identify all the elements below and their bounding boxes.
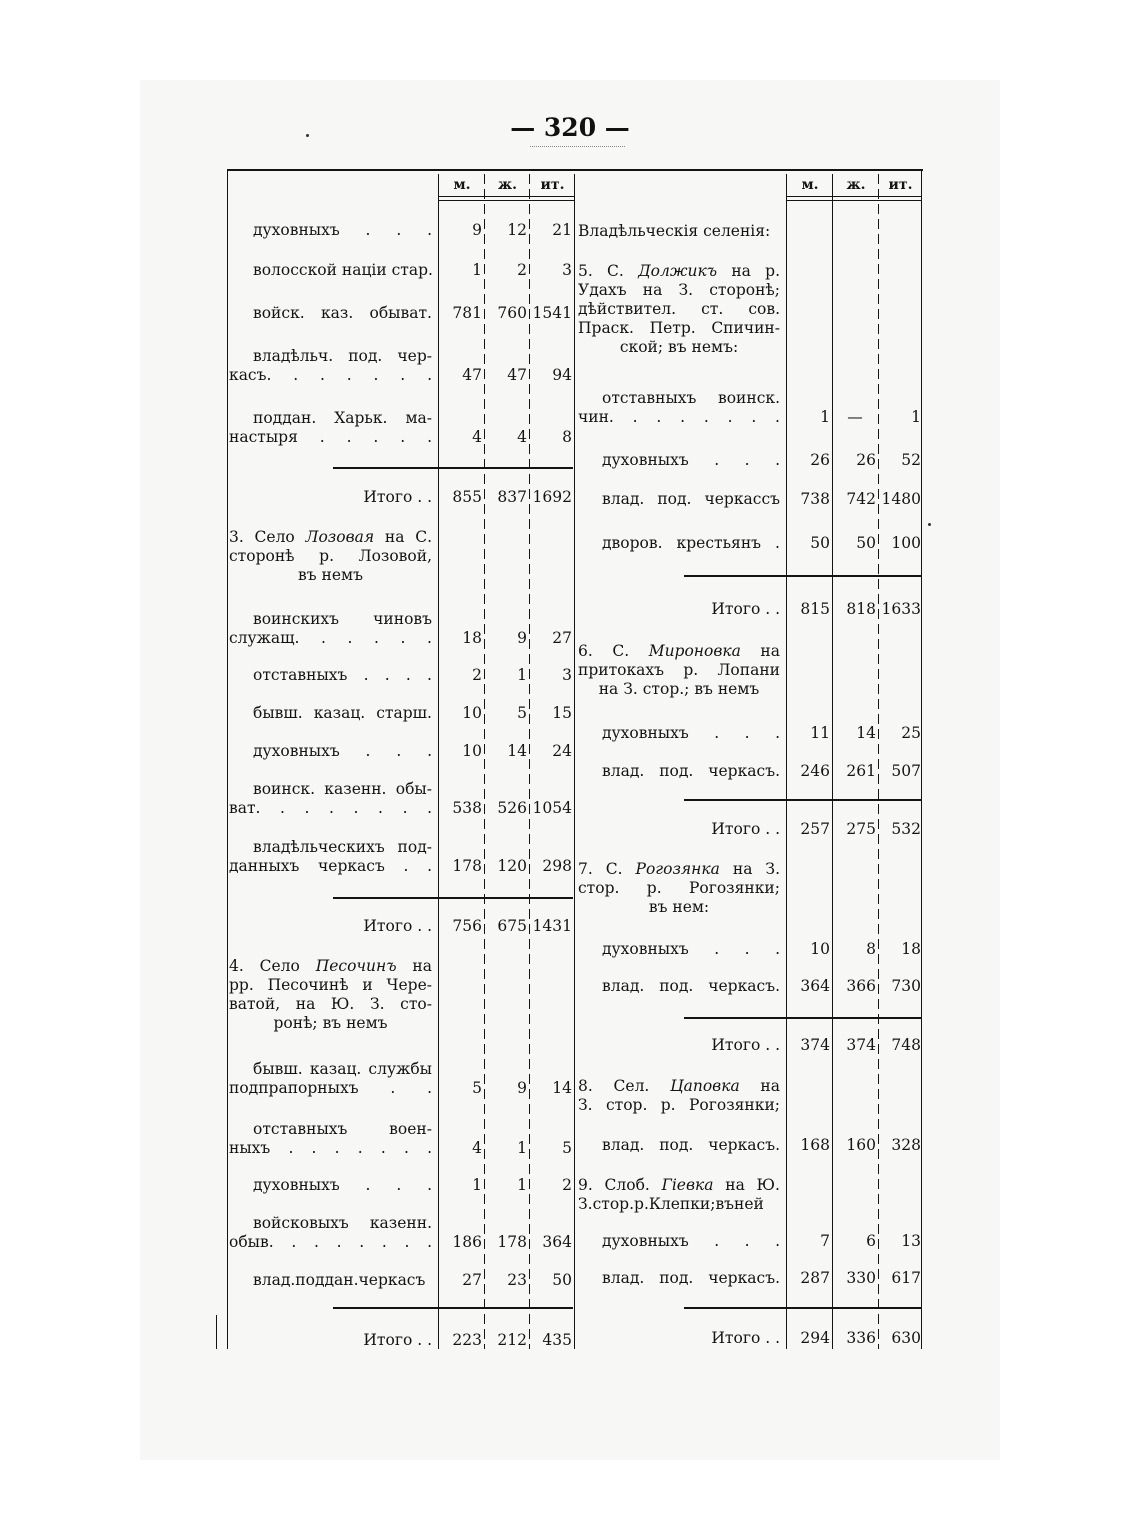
left-row-label bbox=[229, 610, 432, 648]
subtotal-rule bbox=[684, 575, 921, 577]
left-row-label-line: бывш. казац. службы bbox=[253, 1060, 432, 1078]
left-row-label-line: сторонѣ р. Лозовой, bbox=[229, 547, 432, 565]
left-value-m: 756 bbox=[452, 917, 482, 935]
left-row-label bbox=[229, 1120, 432, 1158]
left-value-m: 223 bbox=[452, 1331, 482, 1349]
right-header-m: м. bbox=[801, 177, 819, 193]
right-value-it: 730 bbox=[891, 977, 921, 995]
right-row-label bbox=[578, 262, 780, 357]
right-value-zh: 330 bbox=[846, 1269, 876, 1287]
left-value-zh: 1 bbox=[517, 1176, 527, 1194]
right-row-label bbox=[578, 820, 780, 839]
left-value-zh: 1 bbox=[517, 666, 527, 684]
left-value-zh: 178 bbox=[497, 1233, 527, 1251]
right-row-label-line: Итого . . bbox=[711, 1036, 780, 1054]
left-row-label bbox=[229, 347, 432, 385]
left-header-rule bbox=[438, 200, 574, 201]
left-row-label bbox=[229, 666, 432, 685]
left-row-label-line: касъ. . . . . . . bbox=[229, 366, 432, 384]
left-value-zh: 120 bbox=[497, 857, 527, 875]
right-row-label-line: З. стор. р. Рогозянки; bbox=[578, 1096, 780, 1114]
left-value-zh: 2 bbox=[517, 261, 527, 279]
right-value-zh: 374 bbox=[846, 1036, 876, 1054]
left-value-m: 1 bbox=[472, 1176, 482, 1194]
left-value-m: 1 bbox=[472, 261, 482, 279]
left-row-label bbox=[229, 838, 432, 876]
right-value-m: 287 bbox=[800, 1269, 830, 1287]
right-row-label bbox=[578, 1269, 780, 1288]
left-value-it: 435 bbox=[542, 1331, 572, 1349]
right-value-zh: 261 bbox=[846, 762, 876, 780]
right-value-it: 532 bbox=[891, 820, 921, 838]
left-col-sep-it bbox=[529, 174, 530, 1349]
left-value-it: 27 bbox=[552, 629, 572, 647]
left-value-m: 9 bbox=[472, 221, 482, 239]
right-value-zh: 160 bbox=[846, 1136, 876, 1154]
right-value-it: 52 bbox=[901, 451, 921, 469]
left-row-label-line: воинск. казенн. обы- bbox=[253, 780, 432, 798]
right-value-zh: 275 bbox=[846, 820, 876, 838]
right-row-label bbox=[578, 762, 780, 781]
left-value-zh: 760 bbox=[497, 304, 527, 322]
right-row-label-line: влад. под. черкасъ. bbox=[602, 762, 780, 780]
left-row-label bbox=[229, 528, 432, 585]
left-value-m: 4 bbox=[472, 428, 482, 446]
right-value-m: 257 bbox=[800, 820, 830, 838]
left-margin-rule-tail bbox=[216, 1315, 217, 1349]
right-row-label bbox=[578, 1329, 780, 1348]
left-value-m: 18 bbox=[462, 629, 482, 647]
right-row-label bbox=[578, 222, 780, 241]
left-header-it: ит. bbox=[540, 177, 565, 193]
left-row-label-line: 3. Село Лозовая на С. bbox=[229, 528, 432, 546]
right-value-m: 10 bbox=[810, 940, 830, 958]
right-value-zh: 50 bbox=[856, 534, 876, 552]
left-row-label-line: войск. каз. обыват. bbox=[253, 304, 432, 322]
left-row-label bbox=[229, 704, 432, 723]
left-row-label-line: рр. Песочинѣ и Чере- bbox=[229, 976, 432, 994]
right-row-label-line: отставныхъ воинск. bbox=[602, 389, 780, 407]
right-row-label bbox=[578, 534, 780, 553]
left-value-m: 855 bbox=[452, 488, 482, 506]
left-value-it: 1431 bbox=[532, 917, 572, 935]
right-value-it: 1480 bbox=[881, 490, 921, 508]
left-value-it: 5 bbox=[562, 1139, 572, 1157]
right-row-label-line: Удахъ на З. сторонѣ; bbox=[578, 281, 780, 299]
subtotal-rule bbox=[684, 1307, 921, 1309]
left-row-label-line: Итого . . bbox=[363, 488, 432, 506]
left-value-it: 24 bbox=[552, 742, 572, 760]
right-row-label bbox=[578, 1077, 780, 1115]
right-value-m: 168 bbox=[800, 1136, 830, 1154]
right-value-m: 364 bbox=[800, 977, 830, 995]
left-row-label bbox=[229, 742, 432, 761]
left-value-m: 27 bbox=[462, 1271, 482, 1289]
right-value-zh: 6 bbox=[866, 1232, 876, 1250]
left-value-zh: 23 bbox=[507, 1271, 527, 1289]
left-value-it: 1054 bbox=[532, 799, 572, 817]
left-row-label bbox=[229, 1331, 432, 1350]
right-value-m: 11 bbox=[810, 724, 830, 742]
right-row-label-line: стор. р. Рогозянки; bbox=[578, 879, 780, 897]
table-top-rule bbox=[227, 169, 923, 171]
right-row-label bbox=[578, 389, 780, 427]
left-row-label bbox=[229, 917, 432, 936]
right-value-it: 630 bbox=[891, 1329, 921, 1347]
left-value-zh: 9 bbox=[517, 1079, 527, 1097]
right-row-label-line: духовныхъ . . . bbox=[602, 940, 780, 958]
left-value-it: 3 bbox=[562, 261, 572, 279]
subtotal-rule bbox=[333, 467, 573, 469]
left-value-zh: 675 bbox=[497, 917, 527, 935]
left-row-label-line: Итого . . bbox=[363, 917, 432, 935]
right-row-label-line: Праск. Петр. Спичин- bbox=[578, 319, 780, 337]
right-row-label bbox=[578, 1176, 780, 1214]
right-value-m: 1 bbox=[820, 408, 830, 426]
right-value-m: 26 bbox=[810, 451, 830, 469]
page-number: — 320 — bbox=[510, 113, 630, 142]
left-value-m: 47 bbox=[462, 366, 482, 384]
left-header-zh: ж. bbox=[497, 177, 517, 193]
left-header-m: м. bbox=[453, 177, 471, 193]
right-value-it: 25 bbox=[901, 724, 921, 742]
right-value-it: 1633 bbox=[881, 600, 921, 618]
right-value-zh: — bbox=[847, 408, 863, 426]
right-value-m: 815 bbox=[800, 600, 830, 618]
left-row-label bbox=[229, 1214, 432, 1252]
right-row-label-line: дѣйствител. ст. сов. bbox=[578, 300, 780, 318]
right-row-label-line: чин. . . . . . . . bbox=[578, 408, 780, 426]
left-value-m: 186 bbox=[452, 1233, 482, 1251]
left-value-it: 2 bbox=[562, 1176, 572, 1194]
left-value-m: 538 bbox=[452, 799, 482, 817]
left-row-label bbox=[229, 1060, 432, 1098]
right-value-zh: 8 bbox=[866, 940, 876, 958]
left-value-m: 781 bbox=[452, 304, 482, 322]
left-row-label bbox=[229, 1176, 432, 1195]
ink-speck bbox=[928, 523, 931, 526]
subtotal-rule bbox=[333, 897, 573, 899]
right-row-label-line: Владѣльческія селенія: bbox=[578, 222, 771, 240]
left-row-label-line: ронѣ; въ немъ bbox=[273, 1014, 388, 1032]
left-row-label bbox=[229, 957, 432, 1033]
right-row-label-line: духовныхъ . . . bbox=[602, 724, 780, 742]
left-value-it: 15 bbox=[552, 704, 572, 722]
left-value-m: 10 bbox=[462, 742, 482, 760]
left-row-label bbox=[229, 1271, 432, 1290]
left-value-zh: 47 bbox=[507, 366, 527, 384]
left-row-label bbox=[229, 488, 432, 507]
right-margin-rule bbox=[921, 169, 922, 1349]
left-row-label-line: ватой, на Ю. З. сто- bbox=[229, 995, 432, 1013]
right-value-zh: 336 bbox=[846, 1329, 876, 1347]
left-value-zh: 14 bbox=[507, 742, 527, 760]
right-row-label bbox=[578, 977, 780, 996]
right-row-label bbox=[578, 1136, 780, 1155]
right-header-rule bbox=[786, 196, 921, 197]
right-row-label-line: Итого . . bbox=[711, 1329, 780, 1347]
right-row-label bbox=[578, 451, 780, 470]
left-row-label-line: ват. . . . . . . . bbox=[229, 799, 432, 817]
left-value-it: 1541 bbox=[532, 304, 572, 322]
right-row-label-line: влад. под. черкасъ. bbox=[602, 1269, 780, 1287]
right-header-rule bbox=[786, 200, 921, 201]
left-value-m: 4 bbox=[472, 1139, 482, 1157]
right-row-label bbox=[578, 1036, 780, 1055]
left-value-it: 14 bbox=[552, 1079, 572, 1097]
left-row-label bbox=[229, 780, 432, 818]
right-value-zh: 818 bbox=[846, 600, 876, 618]
left-row-label-line: духовныхъ . . . bbox=[253, 1176, 432, 1194]
right-row-label-line: притокахъ р. Лопани bbox=[578, 661, 780, 679]
right-value-it: 18 bbox=[901, 940, 921, 958]
subtotal-rule bbox=[333, 1307, 573, 1309]
right-row-label bbox=[578, 940, 780, 959]
right-value-m: 50 bbox=[810, 534, 830, 552]
left-row-label-line: духовныхъ . . . bbox=[253, 742, 432, 760]
left-row-label-line: войсковыхъ казенн. bbox=[253, 1214, 432, 1232]
right-value-m: 738 bbox=[800, 490, 830, 508]
left-row-label-line: подпрапорныхъ . . bbox=[229, 1079, 432, 1097]
right-row-label bbox=[578, 1232, 780, 1251]
right-row-label-line: влад. под. черкасъ. bbox=[602, 1136, 780, 1154]
right-row-label-line: Итого . . bbox=[711, 820, 780, 838]
right-value-zh: 366 bbox=[846, 977, 876, 995]
right-row-label-line: 6. С. Мироновка на bbox=[578, 642, 781, 660]
right-row-label-line: на З. стор.; въ немъ bbox=[598, 680, 760, 698]
left-value-m: 178 bbox=[452, 857, 482, 875]
left-value-it: 298 bbox=[542, 857, 572, 875]
left-row-label-line: отставныхъ . . . . bbox=[253, 666, 432, 684]
right-value-zh: 742 bbox=[846, 490, 876, 508]
left-row-label-line: Итого . . bbox=[363, 1331, 432, 1349]
right-row-label-line: 7. С. Рогозянка на З. bbox=[578, 860, 780, 878]
left-value-it: 1692 bbox=[532, 488, 572, 506]
left-value-it: 50 bbox=[552, 1271, 572, 1289]
left-value-it: 21 bbox=[552, 221, 572, 239]
subtotal-rule bbox=[684, 1017, 921, 1019]
right-value-zh: 14 bbox=[856, 724, 876, 742]
left-value-zh: 4 bbox=[517, 428, 527, 446]
right-row-label bbox=[578, 724, 780, 743]
left-row-label-line: обыв. . . . . . . . bbox=[229, 1233, 432, 1251]
left-row-label-line: воинскихъ чиновъ bbox=[253, 610, 432, 628]
right-row-label-line: 9. Слоб. Гіевка на Ю. bbox=[578, 1176, 780, 1194]
right-row-label-line: З.стор.р.Клепки;вънeй bbox=[578, 1195, 764, 1213]
right-value-it: 507 bbox=[891, 762, 921, 780]
left-row-label bbox=[229, 304, 432, 323]
right-value-it: 1 bbox=[911, 408, 921, 426]
left-row-label-line: бывш. казац. старш. bbox=[253, 704, 432, 722]
left-value-m: 5 bbox=[472, 1079, 482, 1097]
subtotal-rule bbox=[684, 799, 921, 801]
left-row-label-line: служащ. . . . . . bbox=[229, 629, 432, 647]
left-value-m: 2 bbox=[472, 666, 482, 684]
left-value-zh: 12 bbox=[507, 221, 527, 239]
right-row-label-line: Итого . . bbox=[711, 600, 780, 618]
right-value-it: 13 bbox=[901, 1232, 921, 1250]
right-header-zh: ж. bbox=[846, 177, 866, 193]
left-row-label-line: настыря . . . . . bbox=[229, 428, 432, 446]
right-row-label bbox=[578, 860, 780, 917]
right-value-it: 617 bbox=[891, 1269, 921, 1287]
left-value-zh: 526 bbox=[497, 799, 527, 817]
right-row-label-line: 8. Сел. Цаповка на bbox=[578, 1077, 781, 1095]
left-row-label-line: ныхъ . . . . . . . bbox=[229, 1139, 432, 1157]
right-row-label-line: влад. под. черкассъ bbox=[602, 490, 780, 508]
left-col-sep-m bbox=[438, 174, 439, 1349]
left-row-label-line: поддан. Харьк. ма- bbox=[253, 409, 432, 427]
left-row-label-line: волосской націи стар. bbox=[253, 261, 433, 279]
left-row-label bbox=[229, 221, 432, 240]
left-row-label bbox=[229, 261, 432, 280]
left-value-zh: 5 bbox=[517, 704, 527, 722]
left-row-label-line: влад.поддан.черкасъ bbox=[253, 1271, 426, 1289]
left-row-label-line: 4. Село Песочинъ на bbox=[229, 957, 432, 975]
right-row-label bbox=[578, 642, 780, 699]
left-row-label-line: въ немъ bbox=[298, 566, 363, 584]
left-value-it: 3 bbox=[562, 666, 572, 684]
left-value-m: 10 bbox=[462, 704, 482, 722]
left-header-rule bbox=[438, 196, 574, 197]
right-row-label bbox=[578, 490, 780, 509]
right-row-label-line: ской; въ немъ: bbox=[619, 338, 739, 356]
left-value-it: 94 bbox=[552, 366, 572, 384]
left-value-zh: 9 bbox=[517, 629, 527, 647]
right-row-label bbox=[578, 600, 780, 619]
right-row-label-line: 5. С. Должикъ на р. bbox=[578, 262, 780, 280]
right-row-label-line: духовныхъ . . . bbox=[602, 451, 780, 469]
right-row-label-line: въ нем: bbox=[648, 898, 710, 916]
left-row-label-line: владѣльческихъ под- bbox=[253, 838, 432, 856]
left-value-zh: 837 bbox=[497, 488, 527, 506]
right-value-it: 328 bbox=[891, 1136, 921, 1154]
left-value-zh: 1 bbox=[517, 1139, 527, 1157]
right-value-m: 7 bbox=[820, 1232, 830, 1250]
right-row-label-line: дворов. крестьянъ . bbox=[602, 534, 780, 552]
left-row-label-line: данныхъ черкасъ . . bbox=[229, 857, 432, 875]
header-ornament bbox=[530, 146, 625, 147]
left-value-it: 8 bbox=[562, 428, 572, 446]
ink-speck bbox=[306, 134, 309, 137]
left-row-label-line: отставныхъ воен- bbox=[253, 1120, 432, 1138]
right-row-label-line: влад. под. черкасъ. bbox=[602, 977, 780, 995]
right-header-it: ит. bbox=[888, 177, 913, 193]
right-value-m: 294 bbox=[800, 1329, 830, 1347]
left-row-label bbox=[229, 409, 432, 447]
right-row-label-line: духовныхъ . . . bbox=[602, 1232, 780, 1250]
left-value-zh: 212 bbox=[497, 1331, 527, 1349]
right-value-it: 100 bbox=[891, 534, 921, 552]
left-col-sep-zh bbox=[484, 174, 485, 1349]
left-row-label-line: владѣльч. под. чер- bbox=[253, 347, 432, 365]
right-value-zh: 26 bbox=[856, 451, 876, 469]
left-col-sep-end bbox=[574, 174, 575, 1349]
left-row-label-line: духовныхъ . . . bbox=[253, 221, 432, 239]
right-value-m: 246 bbox=[800, 762, 830, 780]
right-value-it: 748 bbox=[891, 1036, 921, 1054]
right-value-m: 374 bbox=[800, 1036, 830, 1054]
left-value-it: 364 bbox=[542, 1233, 572, 1251]
